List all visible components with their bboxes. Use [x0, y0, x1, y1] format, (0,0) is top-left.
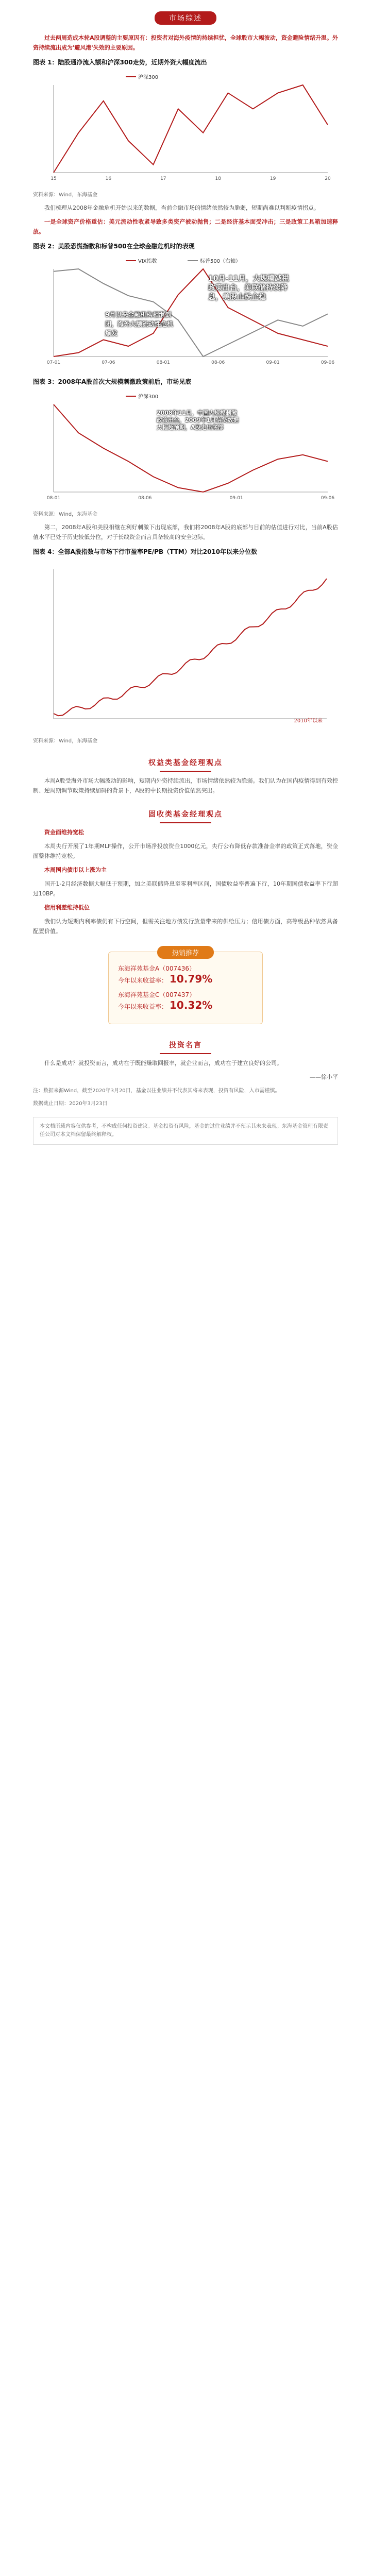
- x-tick-label: 09-01: [266, 360, 280, 365]
- chart-bg: [33, 253, 338, 372]
- fixed-lead: 本周国内债市以上涨为主: [44, 867, 107, 873]
- fixed-title-text: 固收类基金经理观点: [148, 810, 223, 819]
- chart-annotation: 10月-11月，大规模减税政策出台，美联储持续降息，美股止跌企稳: [208, 275, 289, 301]
- fixed-paragraph: 我们认为短期内利率债仍有下行空间，但需关注地方债发行放量带来的供给压力；信用债方面，高等级品种依然具备配置价值。: [33, 918, 338, 935]
- advice-title-text: 投资名言: [169, 1041, 202, 1049]
- promo-title: 热销推荐: [157, 946, 214, 959]
- chart-annotation: 9月以来金融机构相继倒闭，海外大额流动性危机爆发: [105, 311, 174, 337]
- fixed-paragraph: 本周央行开展了1年期MLF操作，公开市场净投放资金1000亿元，央行公布降低存款准备金率的政策正式落地，资金面整体维持宽松。: [33, 843, 338, 859]
- x-tick-label: 20: [325, 176, 331, 181]
- market-section: [0, 11, 371, 744]
- x-tick-label: 07-06: [102, 360, 115, 365]
- chart-bg: [33, 389, 338, 507]
- x-tick-label: 08-06: [138, 496, 152, 501]
- divider: [160, 1053, 211, 1054]
- advice-quote: 什么是成功？就投资而言，成功在于既能赚取回报率，就企业而言，成功在于建立良好的公司。: [44, 1060, 282, 1066]
- legend-label: 沪深300: [138, 75, 159, 80]
- chart-bg: [33, 70, 338, 188]
- figure-source: 资料来源：Wind，东海基金: [33, 192, 98, 198]
- promo-value: 10.79%: [170, 973, 213, 985]
- promo-item[interactable]: [118, 964, 253, 985]
- x-tick-label: 08-01: [156, 360, 170, 365]
- fixed-title: [0, 809, 371, 823]
- x-tick-label: 09-06: [321, 360, 335, 365]
- legend-label: VIX指数: [138, 259, 157, 264]
- promo-fund-name: 东海祥苑基金C（007437）: [118, 991, 196, 998]
- paragraph-emphasis: 一是全球资产价格重估：美元流动性收紧导致多类资产被动抛售；二是经济基本面受冲击；三是政策工具箱加速释放。: [33, 218, 338, 235]
- chart-2: [33, 253, 338, 372]
- chart-4: [33, 559, 338, 734]
- section-title: 市场综述: [155, 11, 216, 25]
- equity-paragraph: 本周A股受海外市场大幅波动的影响，短期内外资持续流出，市场情绪依然较为脆弱。我们认为在国内疫情得到有效控制、逆周期调节政策持续加码的背景下，A股的中长期投资价值依然突出。: [33, 777, 338, 794]
- figure-source: 资料来源：Wind，东海基金: [33, 512, 98, 517]
- divider: [160, 822, 211, 823]
- divider: [160, 771, 211, 772]
- chart-3-wrap: [33, 389, 338, 507]
- equity-title: [0, 757, 371, 772]
- x-tick-label: 08-06: [211, 360, 225, 365]
- paragraph: 第二，2008年A股和美股相继在利好刺激下出现底部，我们将2008年A股的底部与目前的估值进行对比，当前A股估值水平已处于历史较低分位，对于长线资金而言具备较高的安全边际。: [33, 524, 338, 540]
- x-tick-label: 19: [269, 176, 276, 181]
- x-tick-label: 07-01: [46, 360, 61, 365]
- intro-paragraph: 过去两周造成本轮A股调整的主要原因有：投资者对海外疫情的持续担忧，全球股市大幅波动，资金避险情绪升温。外资持续流出成为'避风港'失效的主要原因。: [33, 35, 338, 51]
- x-tick-label: 15: [50, 176, 57, 181]
- x-tick-label: 09-01: [229, 496, 243, 501]
- chart-annotation: 2008年11月，中国大规模刺激政策出台，2009年1月信贷数据大幅超预期，A股走出底部: [157, 410, 239, 431]
- fixed-lead: 信用利差维持低位: [44, 904, 90, 911]
- chart-4-wrap: [33, 559, 338, 734]
- promo-item[interactable]: [118, 990, 253, 1011]
- footer-note: 注：数据来源Wind，截至2020年3月20日，基金以往业绩并不代表其将来表现，投资有风险，入市需谨慎。: [33, 1088, 280, 1094]
- fixed-paragraph: 国开1-2月经济数据大幅低于预期，加之美联储降息至零利率区间，国债收益率普遍下行，10年期国债收益率下行超过10BP。: [33, 880, 338, 897]
- x-tick-label: 08-01: [46, 496, 61, 501]
- figure-title: 图表 1：陆股通净流入额和沪深300走势，近期外资大幅度流出: [33, 59, 207, 66]
- advice-author: ——徐小平: [310, 1074, 338, 1080]
- promo-label: 今年以来收益率：: [118, 1003, 168, 1010]
- footer-date: 数据截止日期：2020年3月23日: [33, 1101, 108, 1107]
- advice-title: [0, 1040, 371, 1054]
- figure-source: 资料来源：Wind，东海基金: [33, 738, 98, 744]
- promo-value: 10.32%: [170, 999, 213, 1011]
- promo-card[interactable]: [108, 952, 263, 1024]
- promo-label: 今年以来收益率：: [118, 977, 168, 984]
- chart-3: [33, 389, 338, 507]
- x-tick-label: 17: [160, 176, 166, 181]
- legend-label: 标普500（右轴）: [200, 259, 241, 264]
- promo-fund-name: 东海祥苑基金A（007436）: [118, 965, 196, 972]
- x-tick-label: 09-06: [321, 496, 335, 501]
- equity-title-text: 权益类基金经理观点: [148, 759, 223, 767]
- chart-annotation: 2010年以来: [294, 718, 323, 724]
- figure-title: 图表 4：全部A股指数与市场下行市盈率PE/PB（TTM）对比2010年以来分位数: [33, 548, 258, 555]
- paragraph: 我们梳理从2008年金融危机开始以来的数据，当前金融市场的情绪依然较为脆弱，短期尚难以判断疫情拐点。: [44, 205, 319, 211]
- fixed-lead: 资金面维持宽松: [44, 829, 84, 836]
- x-tick-label: 18: [215, 176, 221, 181]
- disclaimer: 本文档所载内容仅供参考，不构成任何投资建议。基金投资有风险，基金的过往业绩并不预示其未来表现。东海基金管理有限责任公司对本文档保留最终解释权。: [33, 1117, 338, 1145]
- figure-title: 图表 3：2008年A股首次大规模刺激政策前后，市场见底: [33, 378, 192, 385]
- legend-label: 沪深300: [138, 394, 159, 400]
- figure-title: 图表 2：美股恐慌指数和标普500在全球金融危机时的表现: [33, 243, 195, 250]
- chart-2-wrap: [33, 253, 338, 372]
- chart-1: [33, 70, 338, 188]
- chart-bg: [33, 559, 338, 734]
- x-tick-label: 16: [105, 176, 112, 181]
